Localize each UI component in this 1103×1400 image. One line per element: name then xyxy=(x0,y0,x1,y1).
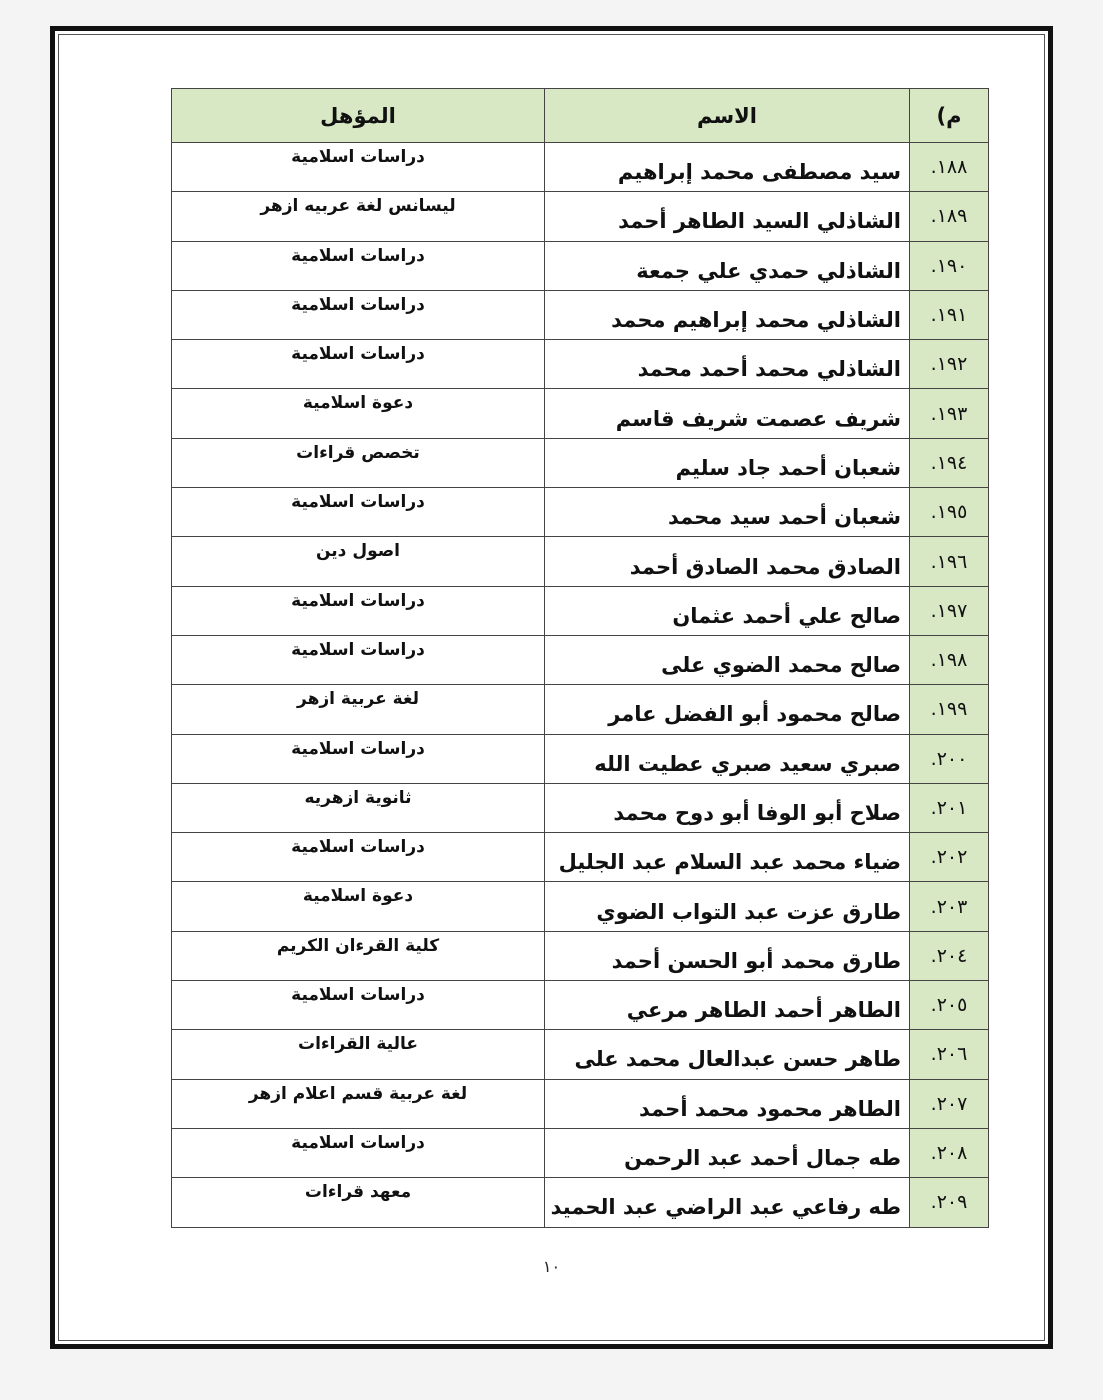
row-qualification-cell: ليسانس لغة عربيه ازهر xyxy=(172,192,545,241)
document-page xyxy=(50,26,1053,1349)
roster-table-body xyxy=(172,143,989,1228)
row-name-cell: الشاذلي محمد إبراهيم محمد xyxy=(545,290,910,339)
row-name-cell: ضياء محمد عبد السلام عبد الجليل xyxy=(545,833,910,882)
header-qualification: المؤهل xyxy=(172,89,545,143)
row-number-cell: ٢٠١. xyxy=(910,783,989,832)
table-row xyxy=(172,981,989,1030)
table-row xyxy=(172,833,989,882)
table-row xyxy=(172,1030,989,1079)
table-row xyxy=(172,241,989,290)
table-row xyxy=(172,586,989,635)
row-qualification-cell: دراسات اسلامية xyxy=(172,586,545,635)
row-number-cell: ١٩٨. xyxy=(910,635,989,684)
table-row xyxy=(172,1178,989,1227)
row-name-cell: الشاذلي السيد الطاهر أحمد xyxy=(545,192,910,241)
row-name-cell: الصادق محمد الصادق أحمد xyxy=(545,537,910,586)
table-row xyxy=(172,438,989,487)
row-qualification-cell: دراسات اسلامية xyxy=(172,143,545,192)
row-qualification-cell: دراسات اسلامية xyxy=(172,981,545,1030)
row-number-cell: ١٨٩. xyxy=(910,192,989,241)
row-number-cell: ٢٠٠. xyxy=(910,734,989,783)
row-qualification-cell: دراسات اسلامية xyxy=(172,488,545,537)
row-name-cell: صالح محمد الضوي على xyxy=(545,635,910,684)
page-number: ١٠ xyxy=(542,1257,561,1276)
row-number-cell: ٢٠٤. xyxy=(910,931,989,980)
table-row xyxy=(172,1079,989,1128)
row-qualification-cell: ثانوية ازهريه xyxy=(172,783,545,832)
row-qualification-cell: دراسات اسلامية xyxy=(172,241,545,290)
row-number-cell: ١٩٦. xyxy=(910,537,989,586)
table-row xyxy=(172,783,989,832)
header-number: م) xyxy=(910,89,989,143)
row-qualification-cell: دراسات اسلامية xyxy=(172,734,545,783)
row-qualification-cell: عالية القراءات xyxy=(172,1030,545,1079)
table-row xyxy=(172,290,989,339)
table-row xyxy=(172,882,989,931)
row-number-cell: ٢٠٨. xyxy=(910,1128,989,1177)
row-name-cell: شريف عصمت شريف قاسم xyxy=(545,389,910,438)
row-qualification-cell: لغة عربية قسم اعلام ازهر xyxy=(172,1079,545,1128)
table-row xyxy=(172,931,989,980)
row-number-cell: ١٩٧. xyxy=(910,586,989,635)
row-number-cell: ١٩٥. xyxy=(910,488,989,537)
row-number-cell: ٢٠٢. xyxy=(910,833,989,882)
row-name-cell: طه رفاعي عبد الراضي عبد الحميد xyxy=(545,1178,910,1227)
row-name-cell: صالح علي أحمد عثمان xyxy=(545,586,910,635)
row-qualification-cell: لغة عربية ازهر xyxy=(172,685,545,734)
row-name-cell: شعبان أحمد سيد محمد xyxy=(545,488,910,537)
header-name: الاسم xyxy=(545,89,910,143)
row-name-cell: الطاهر أحمد الطاهر مرعي xyxy=(545,981,910,1030)
row-number-cell: ١٩٠. xyxy=(910,241,989,290)
row-name-cell: طه جمال أحمد عبد الرحمن xyxy=(545,1128,910,1177)
row-number-cell: ٢٠٥. xyxy=(910,981,989,1030)
row-name-cell: الطاهر محمود محمد أحمد xyxy=(545,1079,910,1128)
row-qualification-cell: اصول دين xyxy=(172,537,545,586)
table-row xyxy=(172,635,989,684)
row-qualification-cell: تخصص قراءات xyxy=(172,438,545,487)
row-number-cell: ١٩١. xyxy=(910,290,989,339)
row-qualification-cell: دعوة اسلامية xyxy=(172,882,545,931)
row-number-cell: ١٨٨. xyxy=(910,143,989,192)
roster-table-header xyxy=(172,89,989,143)
row-qualification-cell: دراسات اسلامية xyxy=(172,290,545,339)
row-qualification-cell: كلية القرءان الكريم xyxy=(172,931,545,980)
row-number-cell: ١٩٣. xyxy=(910,389,989,438)
row-number-cell: ١٩٩. xyxy=(910,685,989,734)
table-row xyxy=(172,488,989,537)
table-row xyxy=(172,143,989,192)
row-number-cell: ٢٠٦. xyxy=(910,1030,989,1079)
row-qualification-cell: دراسات اسلامية xyxy=(172,1128,545,1177)
row-number-cell: ٢٠٣. xyxy=(910,882,989,931)
row-name-cell: صلاح أبو الوفا أبو دوح محمد xyxy=(545,783,910,832)
row-qualification-cell: معهد قراءات xyxy=(172,1178,545,1227)
row-name-cell: شعبان أحمد جاد سليم xyxy=(545,438,910,487)
row-name-cell: الشاذلي حمدي علي جمعة xyxy=(545,241,910,290)
header-row xyxy=(172,89,989,143)
row-qualification-cell: دراسات اسلامية xyxy=(172,340,545,389)
row-number-cell: ٢٠٧. xyxy=(910,1079,989,1128)
table-row xyxy=(172,389,989,438)
table-row xyxy=(172,734,989,783)
row-number-cell: ١٩٤. xyxy=(910,438,989,487)
row-name-cell: طارق محمد أبو الحسن أحمد xyxy=(545,931,910,980)
table-row xyxy=(172,340,989,389)
row-number-cell: ٢٠٩. xyxy=(910,1178,989,1227)
roster-table xyxy=(171,88,989,1228)
row-name-cell: صبري سعيد صبري عطيت الله xyxy=(545,734,910,783)
row-qualification-cell: دعوة اسلامية xyxy=(172,389,545,438)
table-row xyxy=(172,685,989,734)
row-name-cell: الشاذلي محمد أحمد محمد xyxy=(545,340,910,389)
row-name-cell: طارق عزت عبد التواب الضوي xyxy=(545,882,910,931)
row-qualification-cell: دراسات اسلامية xyxy=(172,635,545,684)
row-number-cell: ١٩٢. xyxy=(910,340,989,389)
row-qualification-cell: دراسات اسلامية xyxy=(172,833,545,882)
table-row xyxy=(172,1128,989,1177)
table-row xyxy=(172,192,989,241)
row-name-cell: صالح محمود أبو الفضل عامر xyxy=(545,685,910,734)
table-row xyxy=(172,537,989,586)
row-name-cell: طاهر حسن عبدالعال محمد على xyxy=(545,1030,910,1079)
row-name-cell: سيد مصطفى محمد إبراهيم xyxy=(545,143,910,192)
